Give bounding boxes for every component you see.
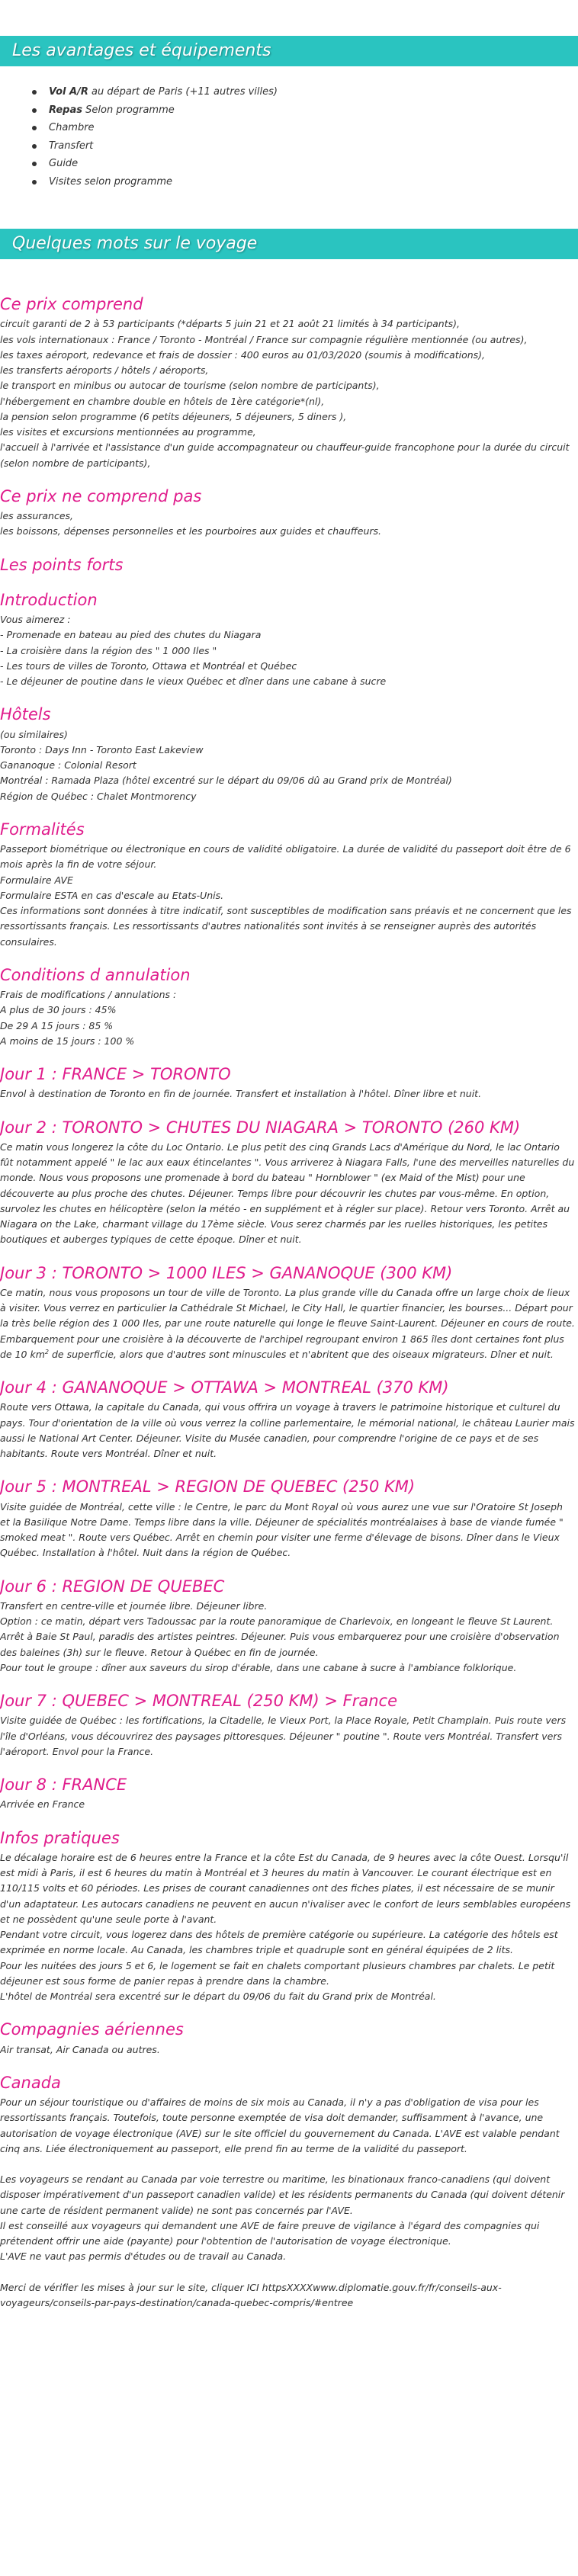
section-heading: Jour 3 : TORONTO > 1000 ILES > GANANOQUE (300 KM) — [0, 1263, 453, 1282]
section-line: Route vers Ottawa, la capitale du Canada, qui vous offrira un voyage à travers le patrimoine historique et culturel du pays. Tour d'orientation de la ville où vous verrez la colline parlementaire, le mémorial national, le château Laurier mais aussi le National Art Center. Déjeuner. Visite du Musée canadien, pour comprendre l'origine de ce pays et de ses habitants. Route vers Montréal. Dîner et nuit. — [0, 1401, 575, 1459]
section-heading: Canada — [0, 2073, 61, 2092]
section-line: Pendant votre circuit, vous logerez dans des hôtels de première catégorie ou supérieure. La catégorie des hôtels est exprimée en norme locale. Au Canada, les chambres triple et quadruple sont en général équipées de 2 lits. — [0, 1929, 558, 1956]
section-line: De 29 A 15 jours : 85 % — [0, 1019, 114, 1031]
section-heading: Ce prix comprend — [0, 295, 143, 313]
section-line: Visite guidée de Montréal, cette ville : le Centre, le parc du Mont Royal où vous aurez une vue sur l'Oratoire St Joseph et la Basilique Notre Dame. Temps libre dans la ville. Déjeuner de spécialités montréalaises à base de viande fumée " smoked meat ". Route vers Québec. Arrêt en chemin pour visiter une ferme d'élevage de bisons. Dîner dans le Vieux Québec. Installation à l'hôtel. Nuit dans la région de Québec. — [0, 1500, 564, 1559]
section-body — [0, 1850, 575, 2005]
equipement-item — [32, 119, 578, 137]
equipement-item-text: Guide — [49, 158, 79, 169]
section-body — [0, 1086, 575, 1102]
equipement-item — [32, 83, 578, 101]
equipement-item — [32, 155, 578, 173]
section-line: Montréal : Ramada Plaza (hôtel excentré sur le départ du 09/06 dû au Grand prix de Montréal) — [0, 775, 452, 787]
section-heading: Formalités — [0, 820, 85, 839]
section-line: Ce matin, nous vous proposons un tour de ville de Toronto. La plus grande ville du Canada offre un large choix de lieux à visiter. Vous verrez en particulier la Cathédrale St Michael, le City Hall, le quartier financier, les bourses... Départ pour la très belle région des 1 000 Iles, par une route naturelle qui longe le fleuve Saint-Laurent. Déjeuner en cours de route. Embarquement pour une croisière à la découverte de l'archipel regroupant environ 1 865 îles dont certaines font plus de 10 $km^2$ de superficie, alors que d'autres sont minuscules et n'abritent que des oiseaux migrateurs. Dîner et nuit. — [0, 1286, 575, 1360]
section-line: les assurances, — [0, 510, 74, 521]
section-line: Ce matin vous longerez la côte du Loc Ontario. Le plus petit des cinq Grands Lacs d'Amérique du Nord, le lac Ontario fût notamment appelé " le lac aux eaux étincelantes ". Vous arriverez à Niagara Falls, l'une des merveilles naturelles du monde. Nous vous proposons une promenade à bord du bateau " Hornblower " (ex Maid of the Mist) pour une découverte au plus proche des chutes. Déjeuner. Temps libre pour découvrir les chutes par vous-même. En option, survolez les chutes en hélicoptère (selon la météo - en supplément et à régler sur place). Retour vers Toronto. Arrêt au Niagara on the Lake, charmant village du 17ème siècle. Vous serez charmés par les ruelles historiques, les petites boutiques et auberges typiques de cette époque. Dîner et nuit. — [0, 1140, 575, 1246]
section-line: Frais de modifications / annulations : — [0, 989, 177, 1000]
section-line: les taxes aéroport, redevance et frais de dossier : 400 euros au 01/03/2020 (soumis à modifications), — [0, 348, 486, 361]
section-heading: Jour 6 : REGION DE QUEBEC — [0, 1577, 225, 1596]
equipement-item-text: Selon programme — [82, 104, 175, 116]
equipement-item-text: Chambre — [49, 122, 95, 133]
section-heading: Hôtels — [0, 705, 51, 724]
section-body — [0, 1713, 575, 1760]
section-banner-equipements: Les avantages et équipements — [0, 36, 578, 66]
equipement-item-bold: Repas — [49, 104, 82, 116]
section-heading: Jour 7 : QUEBEC > MONTREAL (250 KM) > France — [0, 1692, 398, 1710]
section-line: Air transat, Air Canada ou autres. — [0, 2043, 160, 2055]
equipement-item — [32, 173, 578, 191]
section-line: Option : ce matin, départ vers Tadoussac par la route panoramique de Charlevoix, en longeant le fleuve St Laurent. Arrêt à Baie St Paul, paradis des artistes peintres. Déjeuner. Puis vous embarquerez pour une croisière d'observation des baleines (3h) sur le fleuve. Retour à Québec en fin de journée. — [0, 1615, 560, 1658]
section-line: Envol à destination de Toronto en fin de journée. Transfert et installation à l'hôtel. Dîner libre et nuit. — [0, 1088, 482, 1100]
section-line: L'hôtel de Montréal sera excentré sur le départ du 09/06 du fait du Grand prix de Montréal. — [0, 1991, 436, 2002]
section-banner-voyage: Quelques mots sur le voyage — [0, 229, 578, 259]
section-heading: Jour 8 : FRANCE — [0, 1776, 127, 1794]
equipement-item — [32, 101, 578, 120]
section-line — [0, 2265, 575, 2280]
equipement-item-text: Visites selon programme — [49, 175, 173, 188]
section-line: - Le déjeuner de poutine dans le vieux Québec et dîner dans une cabane à sucre — [0, 675, 387, 687]
section-line: Arrivée en France — [0, 1798, 85, 1811]
equipements-list — [0, 66, 578, 191]
section-line: le transport en minibus ou autocar de tourisme (selon nombre de participants), — [0, 380, 380, 392]
section-line: - La croisière dans la région des " 1 000 Iles " — [0, 644, 217, 656]
equipement-item-text: Transfert — [49, 140, 94, 152]
page — [0, 36, 578, 2334]
section-body — [0, 316, 575, 471]
section-body — [0, 727, 575, 804]
section-line: A moins de 15 jours : 100 % — [0, 1035, 135, 1047]
section-body — [0, 842, 575, 950]
section-line: Il est conseillé aux voyageurs qui demandent une AVE de faire preuve de vigilance à l'égard des compagnies qui prétendent offrir une aide (payante) pour l'obtention de l'autorisation de voyage électronique. — [0, 2219, 540, 2247]
section-line: Les voyageurs se rendant au Canada par voie terrestre ou maritime, les binationaux franco-canadiens (qui doivent disposer impérativement d'un passeport canadien valide) et les résidents permanents du Canada (qui doivent détenir une carte de résident permanent valide) ne sont pas concernés par l'AVE. — [0, 2173, 565, 2216]
section-line: Ces informations sont données à titre indicatif, sont susceptibles de modification sans préavis et ne concernent que les ressortissants français. Les ressortissants d'autres nationalités sont invités à se renseigner auprès des autorités consulaires. — [0, 905, 572, 948]
section-heading: Compagnies aériennes — [0, 2020, 184, 2039]
section-line: - Promenade en bateau au pied des chutes du Niagara — [0, 629, 262, 641]
section-heading: Jour 2 : TORONTO > CHUTES DU NIAGARA > TORONTO (260 KM) — [0, 1118, 521, 1137]
equipement-item — [32, 137, 578, 156]
section-line: Pour tout le groupe : dîner aux saveurs du sirop d'érable, dans une cabane à sucre à l'ambiance folklorique. — [0, 1661, 517, 1673]
section-line: la pension selon programme (6 petits déjeuners, 5 déjeuners, 5 diners ), — [0, 410, 347, 422]
section-line: Formulaire AVE — [0, 874, 73, 886]
section-body — [0, 2042, 575, 2058]
section-line: Pour un séjour touristique ou d'affaires de moins de six mois au Canada, il n'y a pas d'obligation de visa pour les ressortissants français. Toutefois, toute personne exemptée de visa doit demander, suffisamment à l'avance, une autorisation de voyage électronique (AVE) sur le site officiel du gouvernement du Canada. L'AVE est valable pendant cinq ans. Liée électroniquement au passeport, elle prend fin au terme de la validité du passeport. — [0, 2096, 560, 2154]
section-line: L'AVE ne vaut pas permis d'études ou de travail au Canada. — [0, 2250, 287, 2263]
section-line: Merci de vérifier les mises à jour sur le site, cliquer ICI httpsXXXXwww.diplomatie.gouv.fr/fr/conseils-aux-voyageurs/conseils-par-pays-destination/canada-quebec-compris/#entree — [0, 2281, 502, 2308]
equipement-item-bold: Vol A/R — [49, 86, 88, 98]
section-line: Région de Québec : Chalet Montmorency — [0, 790, 197, 802]
section-body — [0, 2095, 575, 2311]
section-body — [0, 508, 575, 540]
section-heading: Jour 1 : FRANCE > TORONTO — [0, 1065, 231, 1083]
section-line: circuit garanti de 2 à 53 participants (*départs 5 juin 21 et 21 août 21 limités à 34 participants), — [0, 318, 460, 330]
section-line: Visite guidée de Québec : les fortifications, la Citadelle, le Vieux Port, la Place Royale, Petit Champlain. Puis route vers l'île d'Orléans, vous découvrirez des paysages pittoresques. Déjeuner " poutine ". Route vers Montréal. Transfert vers l'aéroport. Envol pour la France. — [0, 1715, 567, 1757]
section-line: Vous aimerez : — [0, 614, 71, 625]
section-line: - Les tours de villes de Toronto, Ottawa et Montréal et Québec — [0, 659, 297, 672]
section-heading: Les points forts — [0, 555, 124, 574]
section-body — [0, 612, 575, 689]
section-body — [0, 1599, 575, 1676]
equipement-item-text: au départ de Paris (+11 autres villes) — [88, 86, 278, 98]
section-line — [0, 2157, 575, 2172]
section-line: les boissons, dépenses personnelles et les pourboires aux guides et chauffeurs. — [0, 525, 382, 537]
section-line: les visites et excursions mentionnées au programme, — [0, 426, 256, 438]
section-line: Gananoque : Colonial Resort — [0, 759, 136, 771]
section-body — [0, 1400, 575, 1461]
section-heading: Jour 5 : MONTREAL > REGION DE QUEBEC (250 KM) — [0, 1477, 416, 1497]
section-heading: Jour 4 : GANANOQUE > OTTAWA > MONTREAL (370 KM) — [0, 1378, 449, 1397]
section-body — [0, 1500, 575, 1561]
section-line: Transfert en centre-ville et journée libre. Déjeuner libre. — [0, 1599, 268, 1612]
section-heading: Conditions d annulation — [0, 965, 191, 984]
section-heading: Introduction — [0, 590, 98, 609]
section-body — [0, 1140, 575, 1248]
section-line: l'accueil à l'arrivée et l'assistance d'un guide accompagnateur ou chauffeur-guide francophone pour la durée du circuit (selon nombre de participants), — [0, 441, 570, 469]
section-body — [0, 987, 575, 1049]
section-heading: Ce prix ne comprend pas — [0, 486, 202, 505]
section-body — [0, 1285, 575, 1362]
section-line: Le décalage horaire est de 6 heures entre la France et la côte Est du Canada, de 9 heures avec la côte Ouest. Lorsqu'il est midi à Paris, il est 6 heures du matin à Montréal et 3 heures du matin à Vancouver. Le courant électrique est en 110/115 volts et 60 périodes. Les prises de courant canadiennes ont des fiches plates, il est nécessaire de se munir d'un adaptateur. Les autocars canadiens ne peuvent en aucun n'ivaliser avec le confort de leurs semblables européens et ne possèdent qu'une seule porte à l'avant. — [0, 1851, 571, 1925]
section-line: (ou similaires) — [0, 728, 68, 740]
section-line: Passeport biométrique ou électronique en cours de validité obligatoire. La durée de validité du passeport doit être de 6 mois après la fin de votre séjour. — [0, 843, 571, 871]
section-line: A plus de 30 jours : 45% — [0, 1004, 117, 1016]
section-line: Formulaire ESTA en cas d'escale au Etats-Unis. — [0, 889, 224, 901]
section-line: l'hébergement en chambre double en hôtels de 1ère catégorie*(nl), — [0, 395, 325, 407]
voyage-content — [0, 294, 578, 2334]
section-body — [0, 1797, 575, 1812]
section-line: Pour les nuitées des jours 5 et 6, le logement se fait en chalets comportant plusieurs chambres par chalets. Le petit déjeuner est sous forme de panier repas à prendre dans la chambre. — [0, 1959, 555, 1987]
section-line: Toronto : Days Inn - Toronto East Lakeview — [0, 743, 204, 755]
section-line: les vols internationaux : France / Toronto - Montréal / France sur compagnie régulière mentionnée (ou autres), — [0, 333, 528, 345]
section-line: les transferts aéroports / hôtels / aéroports, — [0, 364, 209, 376]
section-heading: Infos pratiques — [0, 1828, 120, 1847]
